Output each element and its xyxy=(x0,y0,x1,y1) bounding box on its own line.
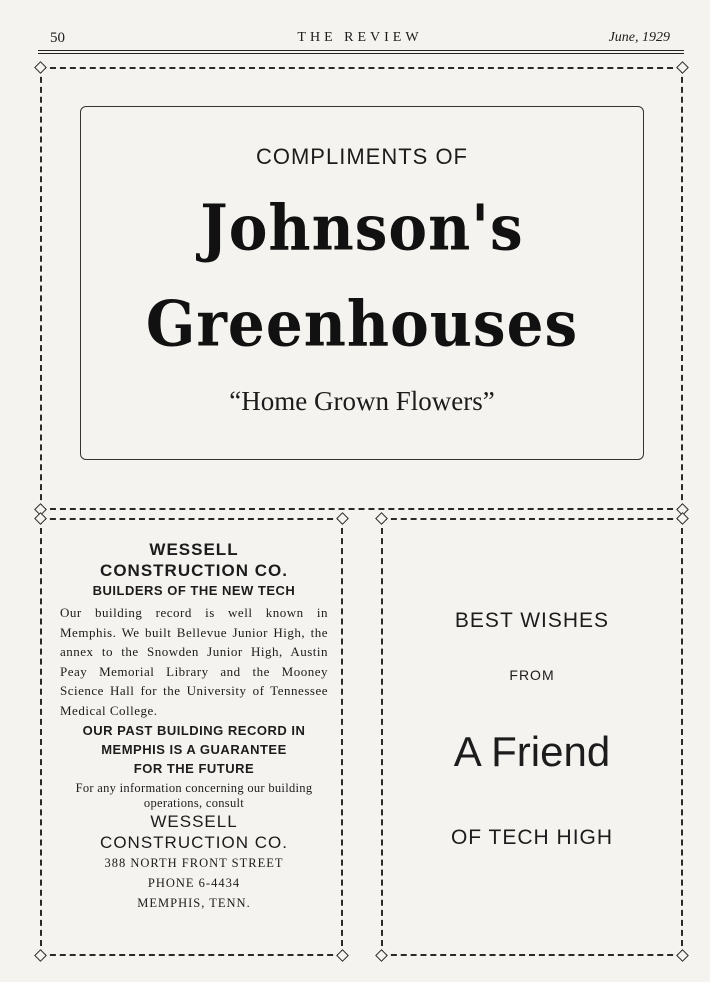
greenhouses-name: Greenhouses xyxy=(145,287,579,361)
publication-title: THE REVIEW xyxy=(297,30,423,45)
guarantee-line2: MEMPHIS IS A GUARANTEE xyxy=(101,742,287,757)
header-rule xyxy=(38,50,684,51)
wessell-body-text: Our building record is well known in Memphis. We built Bellevue Junior High, the annex to the Snowden Junior High, Austin Peay Memorial Library and the Mooney Science Hall for the University of Tennessee Medical College. xyxy=(60,605,328,718)
from-text: FROM xyxy=(509,667,555,683)
wessell-footer-name1: WESSELL xyxy=(150,812,238,831)
guarantee-line1: OUR PAST BUILDING RECORD IN xyxy=(82,723,306,738)
wessell-phone: PHONE 6-4434 xyxy=(147,876,241,890)
best-wishes-text: BEST WISHES xyxy=(454,609,610,632)
header-rule-lower xyxy=(38,53,684,54)
slogan-text: “Home Grown Flowers” xyxy=(229,386,495,416)
guarantee-line3: FOR THE FUTURE xyxy=(133,761,255,776)
wessell-city: MEMPHIS, TENN. xyxy=(137,896,251,910)
page-header xyxy=(50,30,670,50)
wessell-ad-content xyxy=(60,539,328,913)
of-tech-high-text: OF TECH HIGH xyxy=(450,826,614,849)
wessell-footer-name2: CONSTRUCTION CO. xyxy=(100,833,288,852)
compliments-of-text: COMPLIMENTS OF xyxy=(255,144,468,169)
wessell-tagline: BUILDERS OF THE NEW TECH xyxy=(92,583,296,598)
johnsons-name: Johnson's xyxy=(200,191,524,265)
wessell-address: 388 NORTH FRONT STREET xyxy=(104,856,284,870)
wessell-name-line2: CONSTRUCTION CO. xyxy=(100,561,288,580)
consult-text: For any information concerning our building operations, consult xyxy=(75,781,313,810)
wessell-name-line1: WESSELL xyxy=(149,540,239,559)
a-friend-text: A Friend xyxy=(453,728,611,775)
issue-date: June, 1929 xyxy=(608,30,670,45)
page-number: 50 xyxy=(50,30,65,46)
